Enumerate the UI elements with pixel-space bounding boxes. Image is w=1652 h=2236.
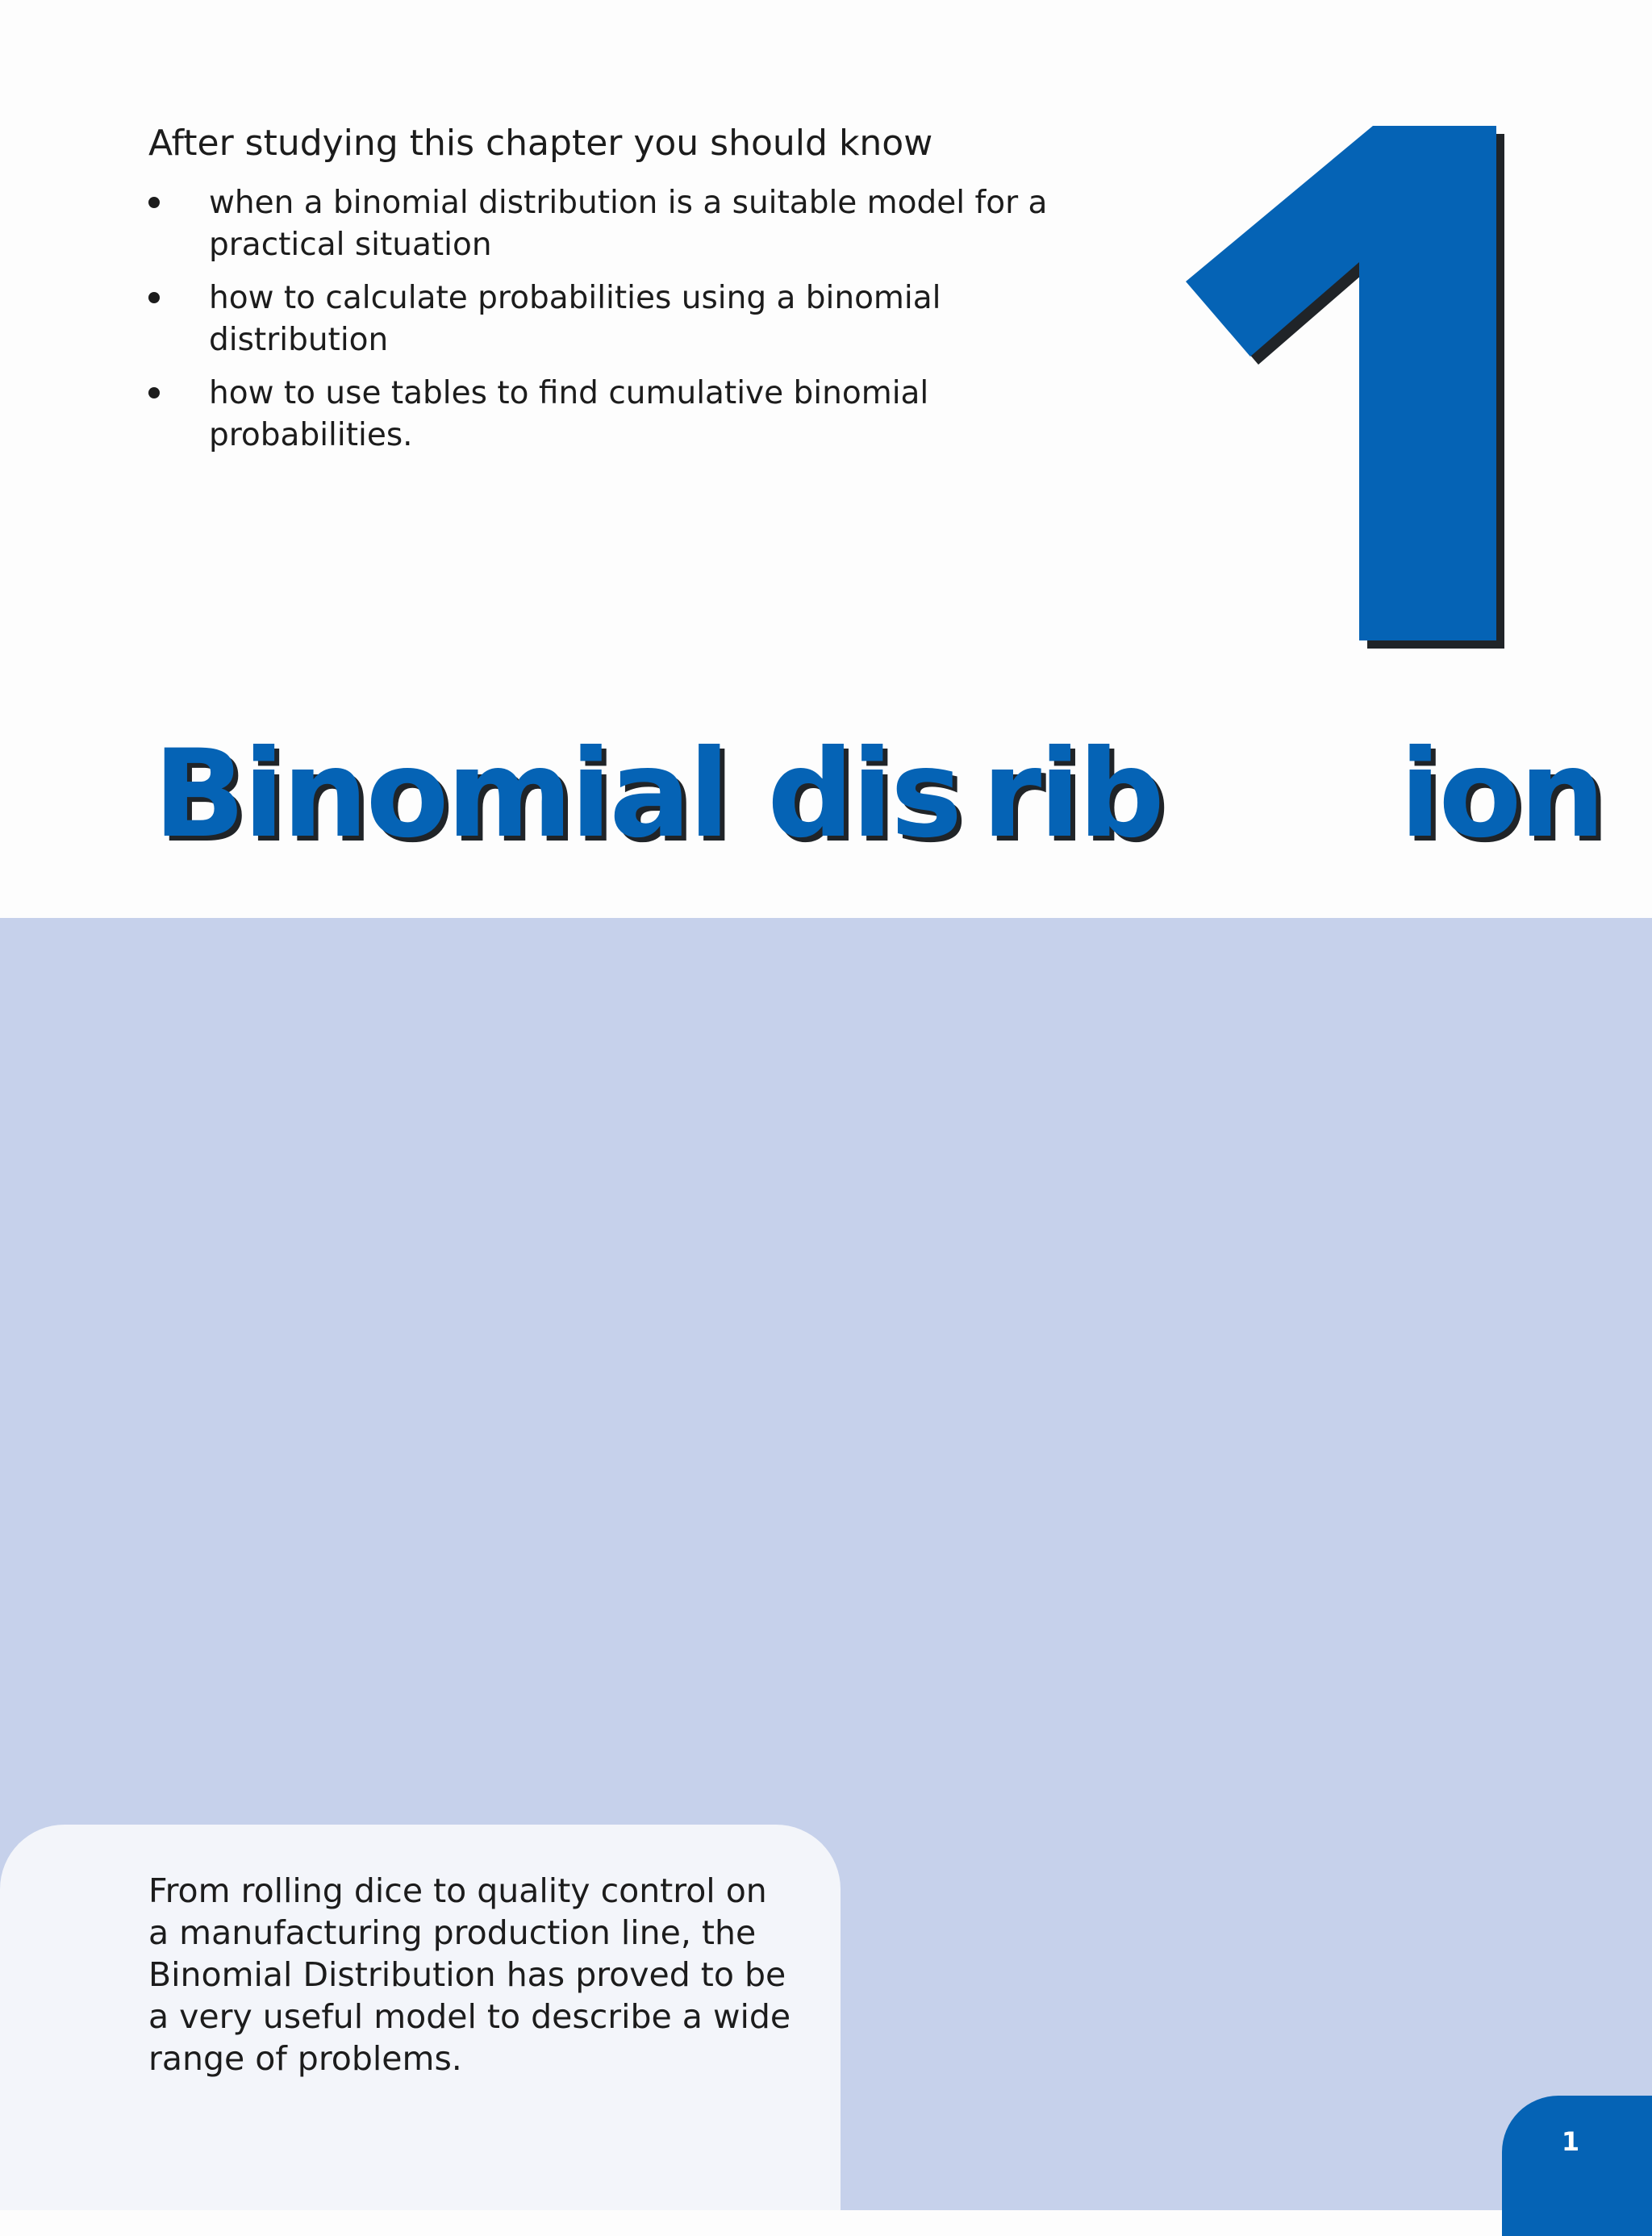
chapter-number	[1162, 121, 1533, 661]
quote-text: From rolling dice to quality control on a manufacturing production line, the Binomial Distribution has proved to be a very useful model to describe a wide range of problems.	[148, 1871, 791, 2078]
objective-item	[148, 373, 1084, 457]
page-number: 1	[1561, 2126, 1580, 2157]
learning-objectives	[148, 121, 1084, 468]
bullet-icon	[148, 387, 160, 398]
objective-text: how to calculate probabilities using a binomial distribution	[209, 280, 941, 358]
bullet-icon	[148, 292, 160, 303]
objectives-list	[148, 182, 1084, 457]
bullet-icon	[148, 197, 160, 208]
objective-text: how to use tables to find cumulative binomial probabilities.	[209, 375, 929, 453]
objective-item	[148, 277, 1084, 361]
objective-item	[148, 182, 1084, 266]
objectives-heading: After studying this chapter you should know	[148, 123, 933, 164]
chapter-title: Binomial dis rib ion	[153, 724, 1604, 865]
objective-text: when a binomial distribution is a suitable model for a practical situation	[209, 185, 1048, 263]
chapter-number-graphic	[1162, 121, 1533, 661]
page-number-tab	[1502, 2096, 1652, 2236]
